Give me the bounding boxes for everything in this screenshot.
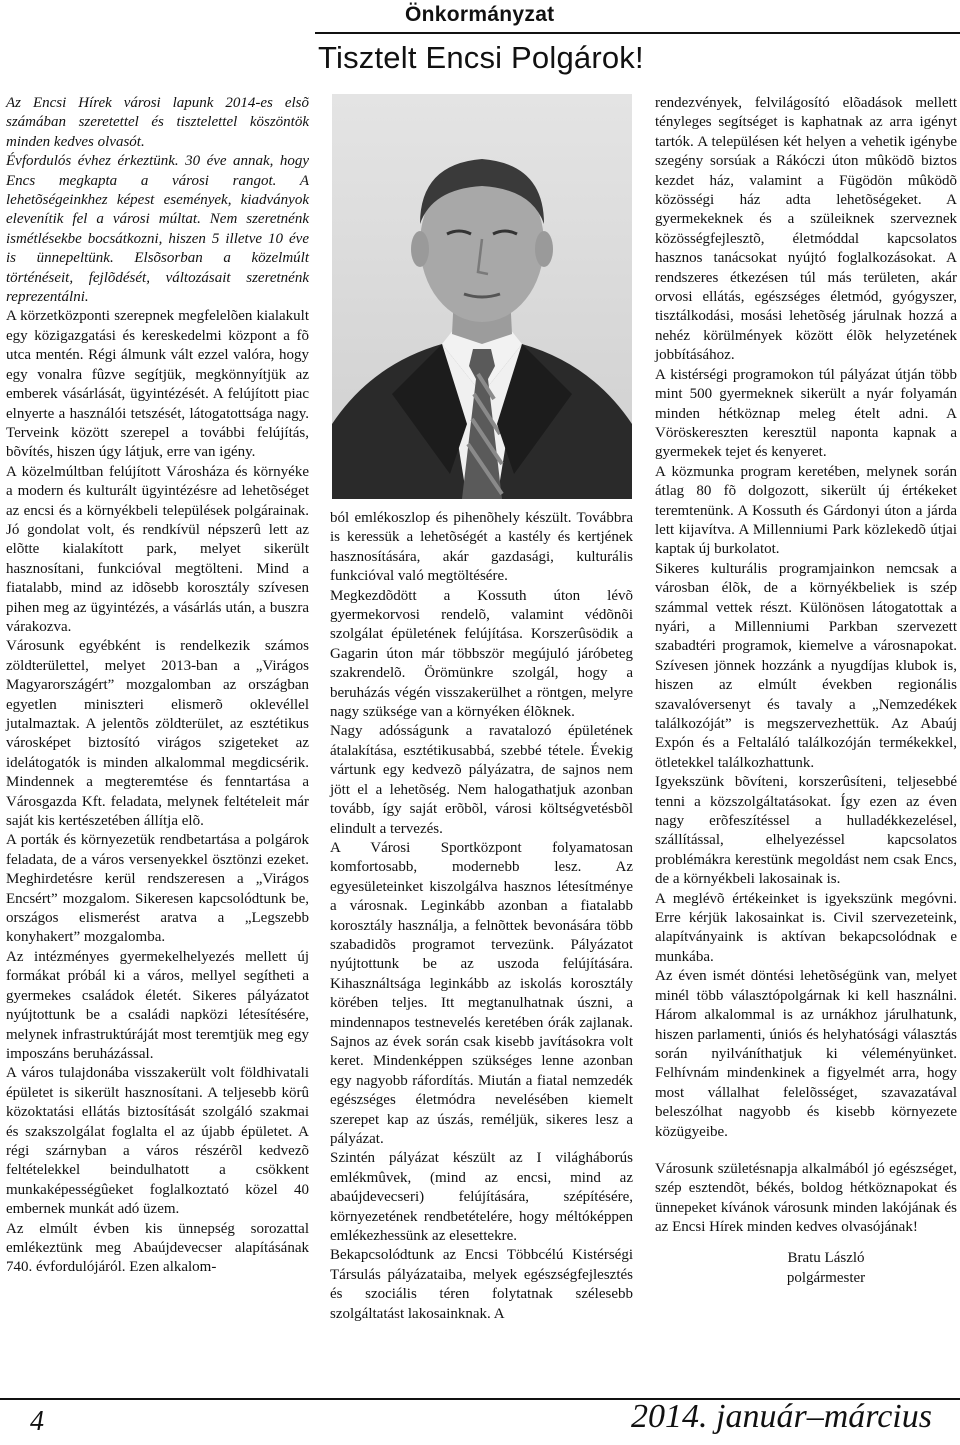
left-column bbox=[6, 94, 309, 1278]
closing-paragraph: Városunk születésnapja alkalmából jó egészséget, szép esztendõt, békés, boldog hétköznapokat és ünnepeket kívánok városunk minden lakójának és az Encsi Hírek minden kedves olvasójának! bbox=[655, 1160, 957, 1236]
article-paragraph: rendezvények, felvilágosító elõadások mellett tényleges segítséget is kaphatnak az arra igényt tartók. A településen két helyen a vehetik igénybe szegény sorsúak a Rákóczi úton mûködõ biztos kezdet ház, valamint a Fügödön mûködõ közösségi ház adta lehetõségeket. A gyermekeknek és a szüleiknek szerveznek közösségfejlesztõ, életmóddal kapcsolatos hasznos tanácsokat nyújtó foglalkozásokat. A rendszeres étkezésen túl más területen, akár orvosi ellátás, egészséges életmód, gyógyszer, tisztálkodási, mosási lehetõség járulnak hozzá a nehéz körülmények között élõk helyzetének jobbításához. bbox=[655, 95, 957, 364]
article-paragraph: A porták és környezetük rendbetartása a polgárok feladata, de a város versenyekkel ösztönzi ezeket. Meghirdetésre kerül rendszeresen a „Virágos Encsért” mozgalom. Sikeresen kapcsolódtunk be, országos elismerést aratva a „Legszebb konyhakert” mozgalomba. bbox=[6, 832, 309, 946]
issue-date: 2014. január–március bbox=[631, 1398, 932, 1435]
mayor-portrait-photo bbox=[332, 94, 632, 499]
paragraph-gap bbox=[655, 1142, 957, 1160]
article-paragraph: Sikeres kulturális programjainkon nemcsak a városban élõk, de a környékbeliek is szép számmal vettek részt. Különösen látogatottak a nyári, a Millenniumi Parkban szervezett szabadtéri programok, kiemelve a városnapokat. Szívesen jönnek hozzánk a nyugdíjas klubok is, hiszen az elmúlt években regionális szavalóversenyt és tavaly a „Nemzedékek találkozóját” is megszervezhettük. Az Abaúj Expón és a Feltaláló találkozóján termékekkel, ötletekkel találkozhattunk. bbox=[655, 560, 957, 771]
intro-paragraph: Az Encsi Hírek városi lapunk 2014-es elsõ számában szeretettel és tisztelettel köszöntök minden kedves olvasót. bbox=[6, 95, 309, 150]
article-paragraph: Az elmúlt évben kis ünnepség sorozattal emlékeztünk meg Abaújdevecser alapításának 740. évfordulójáról. Ezen alkalom- bbox=[6, 1220, 309, 1276]
right-column bbox=[655, 94, 957, 1288]
article-paragraph: ból emlékoszlop és pihenõhely készült. Továbbra is keressük a lehetõségét a kastély és kertjének hasznosítására, akár gazdasági, kulturális funkcióval való megtöltésére. bbox=[330, 510, 633, 585]
article-paragraph: Bekapcsolódtunk az Encsi Többcélú Kistérségi Társulás pályázataiba, melyek egészségfejlesztés és szociális téren folytatnak szélesebb szolgáltatást lakosainknak. A bbox=[330, 1247, 633, 1322]
intro-paragraph: Évfordulós évhez érkeztünk. 30 éve annak, hogy Encs megkapta a városi rangot. A lehetõségeinkhez képest események, kiadványok elevenítik fel a városi múltat. Nem szeretnénk ismétlésekbe bocsátkozni, hiszen 5 illetve 10 éve is ünnepeltünk. Elsõsorban a közelmúlt történéseit, fejlõdését, változásait szeretnénk reprezentálni. bbox=[6, 153, 309, 306]
article-paragraph: Nagy adósságunk a ravatalozó épületének átalakítása, esztétikusabbá, szebbé tétele. Évekig vártunk egy kedvezõ pályázatra, de sajnos nem jött el a lehetõség. Nem halogathatjuk azonban tovább, így saját erõbõl, városi költségvetésbõl elindult a tervezés. bbox=[330, 723, 633, 837]
middle-column bbox=[330, 509, 633, 1324]
article-paragraph: Az intézményes gyermekelhelyezés mellett új formákat próbál ki a város, mellyel segítheti a gyermekes családok életét. Sikeres pályázatot nyújtottunk be a családi napközi létesítésére, melynek infrastruktúráját most teremtjük meg egy imposzáns beruházással. bbox=[6, 948, 309, 1062]
header-rule bbox=[315, 32, 960, 34]
article-paragraph: Városunk egyébként is rendelkezik számos zöldterülettel, melyet 2013-ban a „Virágos Magyarországért” mozgalomban az országban egyetlen miniszteri elismerõ oklevéllel jutalmaztak. A jelentõs zöldterület, az esztétikus városképet biztosító virágos szigeteket az idelátogatók is minden alkalommal megdicsérik. Mindennek a megteremtése és fenntartása a Városgazda Kft. feladata, melynek feltételeit már saját kis kertészetében állítja elõ. bbox=[6, 638, 309, 830]
article-paragraph: A város tulajdonába visszakerült volt földhivatali épületet is sikerült hasznosítani. A teljesebb körû közoktatási ellátás biztosítását szolgáló szakmai és szakszolgálat foglalta el az újabb épületet. A régi szárnyban a város részérõl kedvezõ feltételekkel beindulhatott a csökkent munkaképességûeket foglalkoztató közel 40 embernek munkát adó üzem. bbox=[6, 1065, 309, 1218]
page-header bbox=[0, 0, 960, 34]
article-paragraph: Az éven ismét döntési lehetõségünk van, melyet minél több választópolgárnak ki kell használni. Három alkalommal is az urnákhoz járulhatunk, hiszen parlamenti, úniós és helyhatósági választás során nyilváníthatjuk ki véleményünket. Felhívnám mindenkinek a figyelmét arra, hogy most vállalhat felelõsséget, szavazatával beleszólhat nagyobb és kisebb környezete közügyeibe. bbox=[655, 968, 957, 1140]
portrait-illustration bbox=[332, 94, 632, 499]
article-paragraph: A közmunka program keretében, melynek során átlag 80 fõ dolgozott, sikerült új értékeket teremtenünk. A Kossuth és Gárdonyi úton a járda lett kijavítva. A Millenniumi Park közlekedõ útjai kaptak új burkolatot. bbox=[655, 463, 957, 558]
article-paragraph: Igyekszünk bõvíteni, korszerûsíteni, teljesebbé tenni a közszolgáltatásokat. Így ezen az éven nagy erõfeszítéssel a hulladékkezelésel, szállítással, elhelyezéssel kapcsolatos problémákra kerestünk megoldást nem csak Encs, de a környékbeli lakosainak is. bbox=[655, 774, 957, 888]
article-paragraph: A kistérségi programokon túl pályázat útján több mint 500 gyermeknek sikerült a nyár folyamán minden hétköznap meleg ételt adni. A Vöröskereszten keresztül naponta kapnak a gyermekek tejet és kenyeret. bbox=[655, 366, 957, 461]
section-label: Önkormányzat bbox=[405, 3, 555, 26]
intro-block bbox=[6, 94, 309, 307]
signature-name: Bratu László bbox=[787, 1249, 865, 1266]
signature-title: polgármester bbox=[786, 1269, 866, 1286]
article-title: Tisztelt Encsi Polgárok! bbox=[318, 40, 644, 75]
article-paragraph: Megkezdõdött a Kossuth úton lévõ gyermekorvosi rendelõ, valamint védõnõi szolgálat épületének felújítása. Korszerûsödik a Gagarin úton már többször megújuló járóbeteg szakrendelõ. Örömünkre szolgál, hogy a beruházás végén visszakerülhet a röntgen, melyre nagy szüksége van a környéken élõknek. bbox=[330, 587, 633, 721]
article-paragraph: A közelmúltban felújított Városháza és környéke a modern és kulturált ügyintézésre ad lehetõséget az encsi és a környékbeli települések polgárainak. Jó gondolat volt, és rendkívül népszerû lett az elõtte kialakított park, melyet sikerült hasznosítani, funkcióval megtölteni. Mind a fiatalabb, mind az idõsebb korosztály szívesen pihen meg az ügyintézés, a vásárlás után, a buszra várakozva. bbox=[6, 463, 309, 635]
signature-block bbox=[655, 1248, 957, 1288]
page-number: 4 bbox=[30, 1406, 44, 1437]
article-paragraph: A körzetközponti szerepnek megfelelõen kialakult egy közigazgatási és kereskedelmi központ a fõ utca mentén. Régi álmunk vált ezzel valóra, hogy egy vonalra fûzve segítjük, megkönnyítjük az emberek vásárlását, ügyintézését. A felújított piac elnyerte a használói tetszését, látogatottsága nagy. Terveink között szerepel a további felújítás, bõvítés, hiszen úgy látjuk, erre van igény. bbox=[6, 308, 309, 461]
article-paragraph: Szintén pályázat készült az I világháborús emlékmûvek, (mind az encsi, mind az abaújdevecseri) felújítására, szépítésére, környezetének rendbetételére, hogy méltóképpen emlékezhessünk az elesettekre. bbox=[330, 1150, 633, 1245]
article-paragraph: A Városi Sportközpont folyamatosan komfortosabb, modernebb lesz. Az egyesületeinket kiszolgálva hasznos létesítménye a városnak. Leginkább azonban a fiatalabb korosztály használja, a felnõttek bevonására több szabadidõs programot tervezünk. Pályázatot nyújtottunk be az uszoda felújítására. Kihasználtsága leginkább az iskolás korosztály körében teljes. Itt megtanulhatnak úszni, a mindennapos testnevelés keretében órák zajlanak. Sajnos az évek során csak kisebb javításokra volt keret. Mindenképpen szükséges lenne azonban egy nagyobb ráfordítás. Miután a fiatal nemzedék egészséges életmódra nevelésében kiemelt szerepet kap az úszás, reméljük, sikeres lesz a pályázat. bbox=[330, 839, 633, 1147]
article-paragraph: A meglévõ értékeinket is igyekszünk megóvni. Erre kérjük lakosainkat is. Civil szervezeteink, alapítványaink is aktívan bekapcsolódnak e munkába. bbox=[655, 890, 957, 965]
